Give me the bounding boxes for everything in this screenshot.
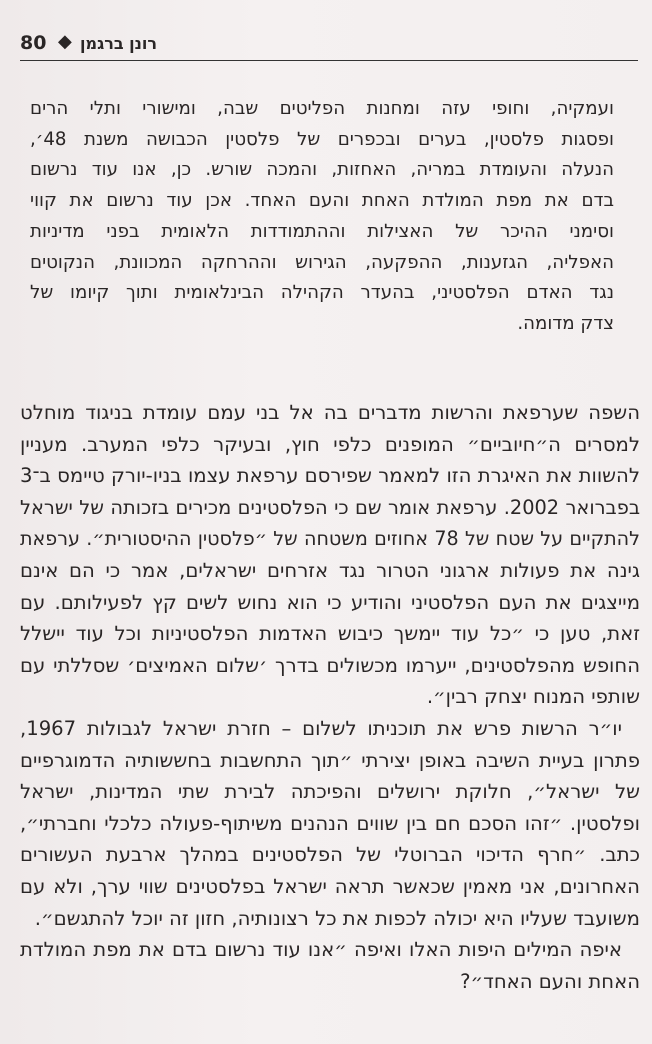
quote-line: וסימני ההיכר של האצילות וההתמודדות הלאומית בפני מדיניות: [30, 220, 614, 242]
text-line: איפה המילים היפות האלו ואיפה ״אנו עוד נרשום בדם את מפת המולדת: [20, 938, 622, 962]
quote-line: נגד האדם הפלסטיני, בהעדר הקהילה הבינלאומית ותוך קיומו של: [30, 282, 614, 304]
quote-line: האפליה, הגזענות, ההפקעה, הגירוש וההרחקה המכוונת, הנקוטים: [30, 251, 614, 273]
paragraph: [20, 934, 640, 997]
quote-line: צדק מדומה.: [517, 312, 614, 334]
paragraph: [20, 397, 640, 713]
text-line: האחת והעם האחד״?: [460, 969, 640, 993]
text-line: מייצגים את העם הפלסטיני והודיע כי הוא נחוש לשים קץ לפעילותם. עם: [20, 590, 640, 614]
diamond-bullet-icon: ◆: [58, 31, 72, 52]
page-header: [20, 30, 638, 61]
text-line: יו״ר הרשות פרש את תוכניתו לשלום – חזרת ישראל לגבולות 1967,: [20, 716, 622, 740]
text-line: פתרון בעיית השיבה באופן יצירתי ״תוך התחשבות בחששותיה הדמוגרפיים: [20, 748, 640, 772]
text-line: החופש מהפלסטינים, ייערמו מכשולים בדרך ׳שלום האמיצים׳ שסללתי עם: [20, 653, 640, 677]
quote-line: ופסגות פלסטין, בערים ובכפרים של פלסטין הכבושה משנת 48׳,: [30, 128, 614, 150]
text-line: משועבד שעליו היא יכולה לכפות את כל רצונותיה, חזון זה יוכל להתגשם״.: [34, 906, 640, 930]
page-number: 80: [20, 32, 47, 54]
text-line: ופלסטין. ״זהו הסכם חם בין שווים הנהנים משיתוף-פעולה כלכלי וחברתי״,: [20, 811, 640, 835]
text-line: של ישראל״, חלוקת ירושלים והפיכתה לבירת שתי המדינות, ישראל: [20, 780, 640, 804]
quote-line: ועמקיה, וחופי עזה ומחנות הפליטים שבה, ומישורי ותלי הרים: [30, 98, 614, 119]
text-line: שותפי המנוח יצחק רבין״.: [426, 685, 640, 709]
quote-line: בדם את מפת המולדת האחת והעם האחד. אכן עוד נרשום את קווי: [30, 190, 614, 212]
text-line: גינה את פעולות ארגוני הטרור נגד אזרחים ישראלים, אמר כי הם אינם: [20, 558, 640, 582]
paragraph: [20, 713, 640, 934]
text-line: השפה שערפאת והרשות מדברים בה אל בני עמם עומדת בניגוד מוחלט: [20, 401, 640, 424]
text-line: להתקיים על שטח של 78 אחוזים משטחה של ״פלסטין ההיסטורית״. ערפאת: [20, 527, 640, 551]
text-line: למסרים ה״חיוביים״ המופנים כלפי חוץ, ובעיקר כלפי המערב. מעניין: [20, 432, 640, 456]
quote-line: הנעלה והעומדת במריה, האחזות, והמכה שורש. כן, אנו עוד נרשום: [30, 159, 614, 181]
body-text: [20, 397, 640, 997]
running-head-author: רונן ברגמן: [80, 34, 158, 53]
text-line: האחרונים, אני מאמין שכאשר תראה ישראל בפלסטינים שווי ערך, ולא עם: [20, 874, 640, 898]
block-quote: [30, 94, 614, 340]
text-line: זאת, טען כי ״כל עוד יימשך כיבוש האדמות הפלסטיניות וכל עוד יישלל: [20, 622, 640, 646]
text-line: כתב. ״חרף הדיכוי הברוטלי של הפלסטינים במהלך ארבעת העשורים: [20, 843, 640, 867]
text-line: להשוות את האיגרת הזו למאמר שפירסם ערפאת עצמו בניו-יורק טיימס ב־3: [20, 464, 640, 488]
text-line: בפברואר 2002. ערפאת אומר שם כי הפלסטינים מכירים בזכותה של ישראל: [20, 495, 640, 519]
